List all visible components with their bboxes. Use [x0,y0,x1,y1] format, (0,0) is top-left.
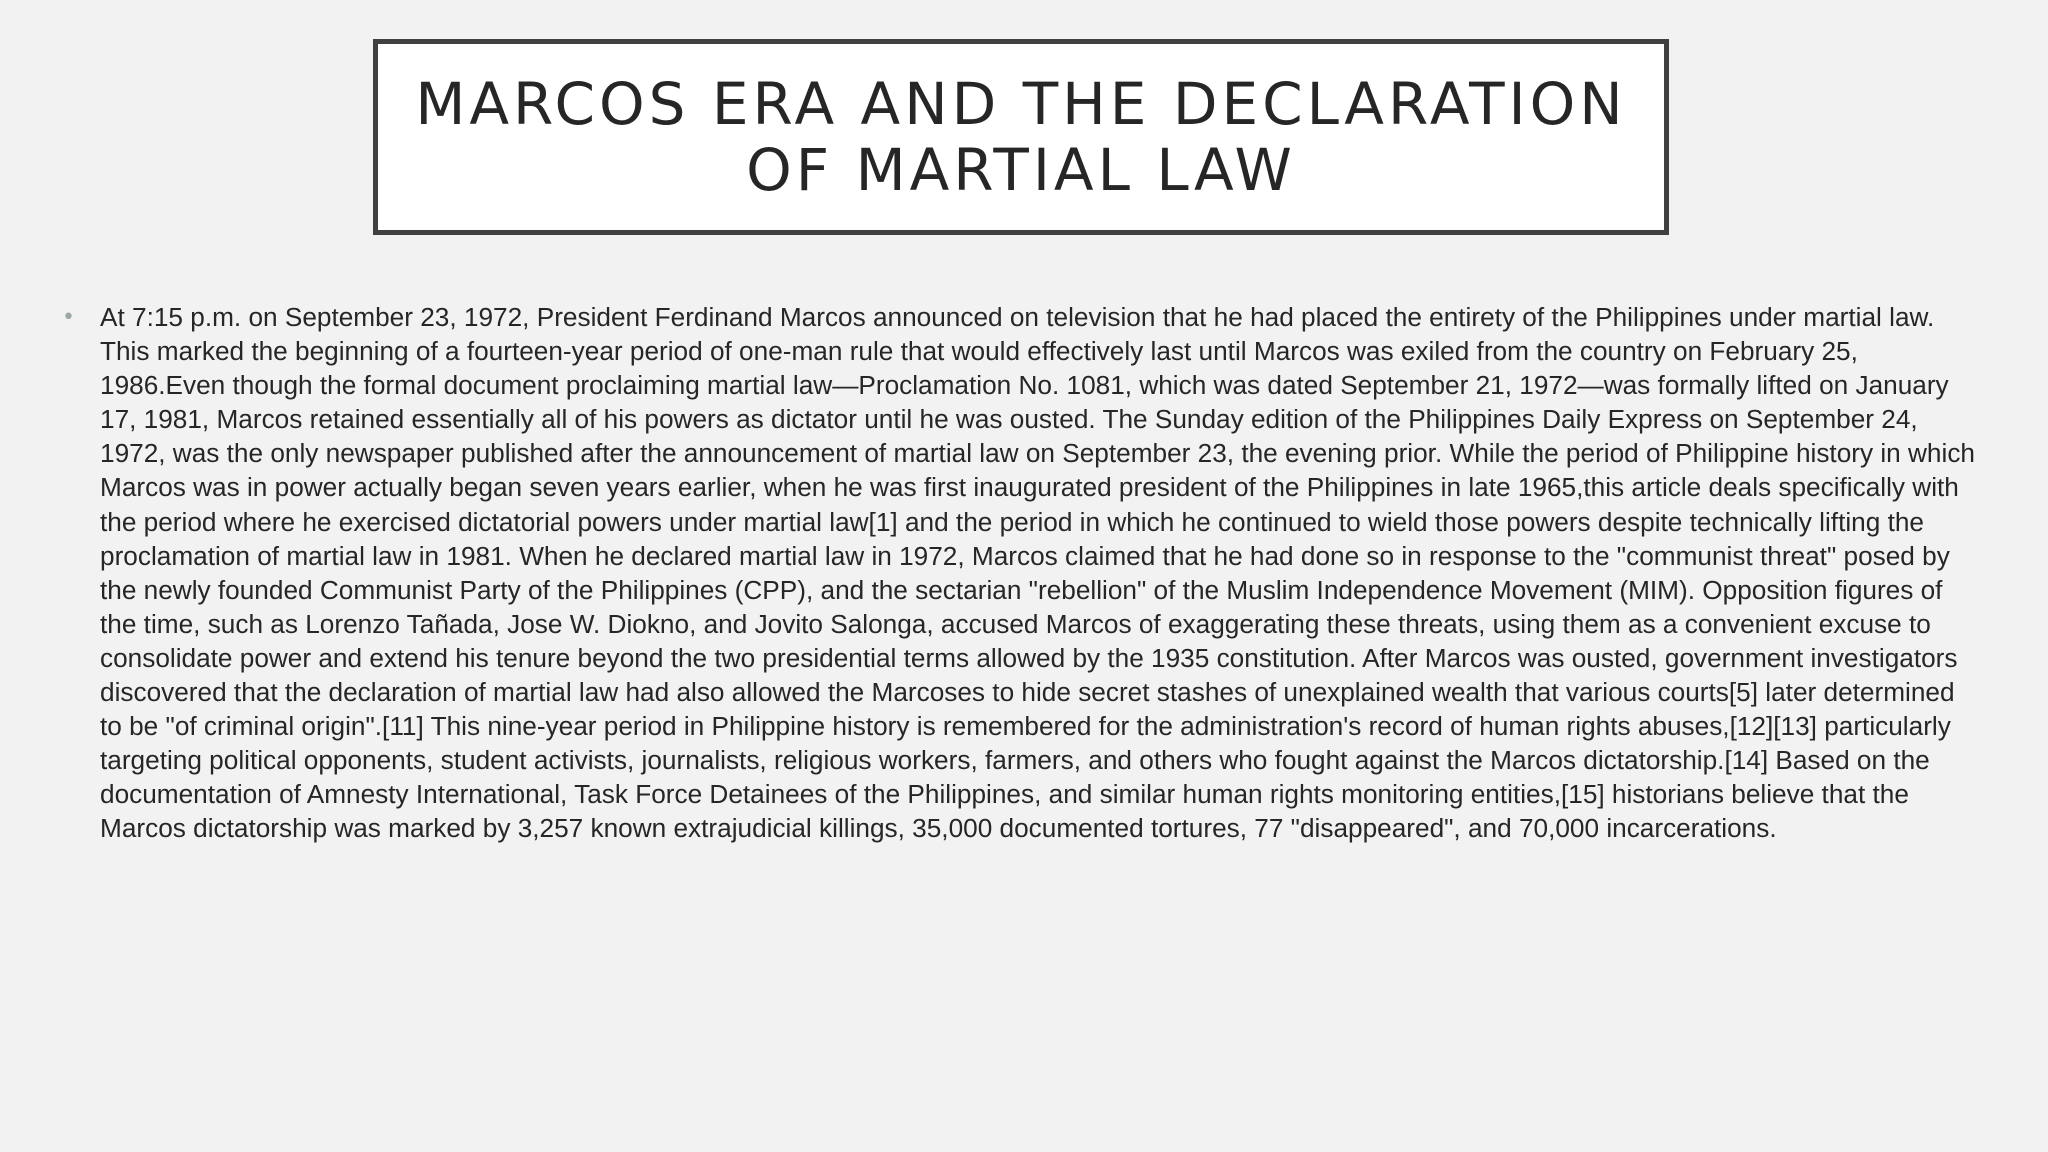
slide-content [58,300,1978,846]
bullet-item [58,300,1978,846]
bullet-text: At 7:15 p.m. on September 23, 1972, President Ferdinand Marcos announced on television that he had placed the entirety of the Philippines under martial law. This marked the beginning of a fourteen-year period of one-man rule that would effectively last until Marcos was exiled from the country on February 25, 1986.Even though the formal document proclaiming martial law—Proclamation No. 1081, which was dated September 21, 1972—was formally lifted on January 17, 1981, Marcos retained essentially all of his powers as dictator until he was ousted. The Sunday edition of the Philippines Daily Express on September 24, 1972, was the only newspaper published after the announcement of martial law on September 23, the evening prior. While the period of Philippine history in which Marcos was in power actually began seven years earlier, when he was first inaugurated president of the Philippines in late 1965,this article deals specifically with the period where he exercised dictatorial powers under martial law[1] and the period in which he continued to wield those powers despite technically lifting the proclamation of martial law in 1981. When he declared martial law in 1972, Marcos claimed that he had done so in response to the "communist threat" posed by the newly founded Communist Party of the Philippines (CPP), and the sectarian "rebellion" of the Muslim Independence Movement (MIM). Opposition figures of the time, such as Lorenzo Tañada, Jose W. Diokno, and Jovito Salonga, accused Marcos of exaggerating these threats, using them as a convenient excuse to consolidate power and extend his tenure beyond the two presidential terms allowed by the 1935 constitution. After Marcos was ousted, government investigators discovered that the declaration of martial law had also allowed the Marcoses to hide secret stashes of unexplained wealth that various courts[5] later determined to be "of criminal origin".[11] This nine-year period in Philippine history is remembered for the administration's record of human rights abuses,[12][13] particularly targeting political opponents, student activists, journalists, religious workers, farmers, and others who fought against the Marcos dictatorship.[14] Based on the documentation of Amnesty International, Task Force Detainees of the Philippines, and similar human rights monitoring entities,[15] historians believe that the Marcos dictatorship was marked by 3,257 known extrajudicial killings, 35,000 documented tortures, 77 "disappeared", and 70,000 incarcerations. [100,302,1975,844]
title-box [373,39,1669,235]
slide-title: MARCOS ERA AND THE DECLARATION OF MARTIAL LAW [415,70,1627,204]
bullet-icon: • [62,305,75,330]
